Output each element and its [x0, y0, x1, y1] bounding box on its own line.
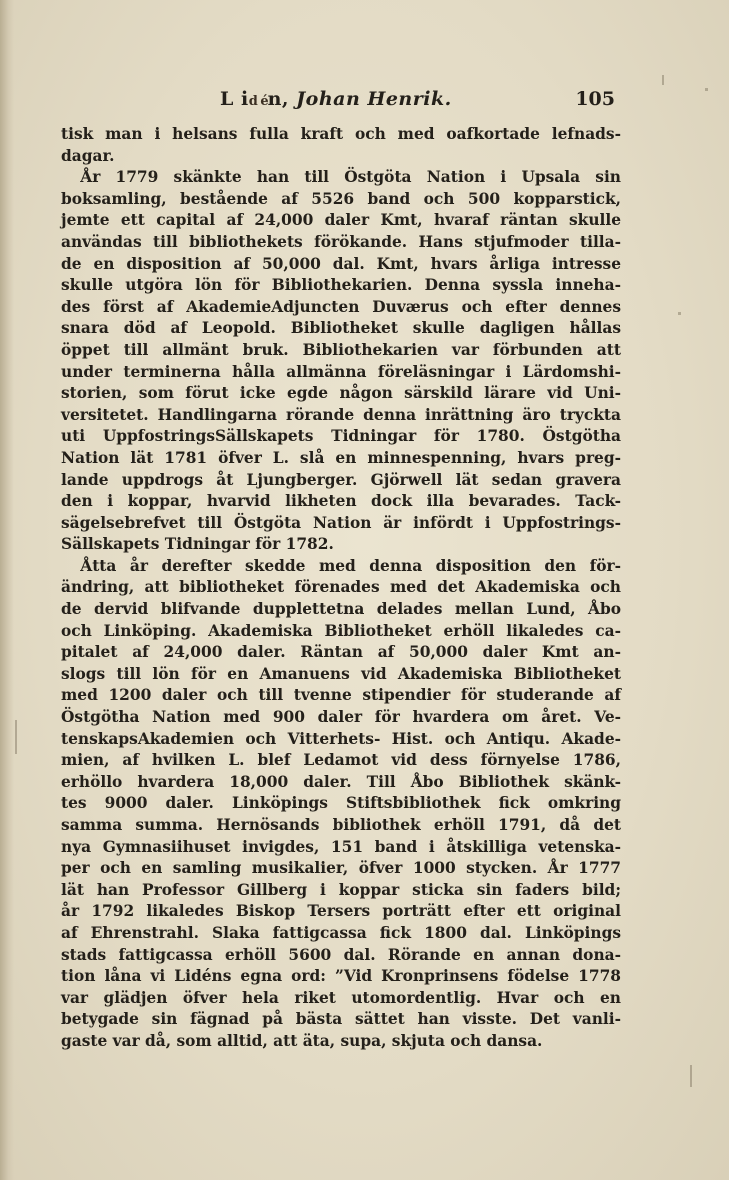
text-line: slogs till lön för en Amanuens vid Akademiska Bibliotheket — [61, 664, 621, 683]
text-line: Sällskapets Tidningar för 1782. — [61, 535, 334, 554]
text-line: betygade sin fägnad på bästa sättet han visste. Det vanli- — [61, 1010, 621, 1029]
running-title — [220, 88, 452, 110]
text-line: uti UppfostringsSällskapets Tidningar för 1780. Östgötha — [61, 427, 621, 446]
paper-speck — [662, 75, 664, 85]
text-line: tenskapsAkademien och Vitterhets- Hist. och Antiqu. Akade- — [61, 729, 621, 748]
paper-speck — [705, 88, 708, 91]
text-line: lande uppdrogs åt Ljungberger. Gjörwell lät sedan gravera — [61, 470, 621, 489]
running-title-surname-start: L i — [220, 88, 249, 110]
text-line: samma summa. Hernösands bibliothek erhöll 1791, då det — [61, 816, 621, 834]
running-title-surname-end: n, — [267, 88, 290, 110]
text-line: ändring, att bibliotheket förenades med det Akademiska och — [61, 578, 621, 597]
text-line: tion låna vi Lidéns egna ord: ”Vid Kronprinsens födelse 1778 — [61, 967, 621, 986]
text-line: af Ehrenstrahl. Slaka fattigcassa fick 1800 dal. Linköpings — [61, 923, 621, 942]
text-line: mien, af hvilken L. blef Ledamot vid dess förnyelse 1786, — [61, 751, 621, 770]
running-title-given-names: Johan Henrik. — [296, 88, 452, 110]
text-line: des först af AkademieAdjuncten Duværus och efter dennes — [61, 297, 621, 316]
paper-speck — [15, 720, 17, 754]
text-line: stads fattigcassa erhöll 5600 dal. Rörande en annan dona- — [61, 945, 621, 964]
page-header — [60, 88, 615, 116]
text-line: användas till bibliothekets förökande. Hans stjufmoder tilla- — [61, 232, 621, 251]
text-line: per och en samling musikalier, öfver 1000 stycken. År 1777 — [61, 859, 621, 878]
text-line: gaste var då, som alltid, att äta, supa, skjuta och dansa. — [61, 1031, 543, 1050]
text-line: sägelsebrefvet till Östgöta Nation är infördt i Uppfostrings- — [61, 513, 621, 532]
text-line: nya Gymnasiihuset invigdes, 151 band i åtskilliga vetenska- — [61, 837, 621, 856]
paper-speck — [678, 312, 681, 315]
text-line: var glädjen öfver hela riket utomordentlig. Hvar och en — [61, 988, 621, 1007]
text-line: de dervid blifvande dupplettetna delades mellan Lund, Åbo — [61, 600, 621, 619]
running-title-ink-smudge: d é — [248, 94, 268, 109]
text-line: tes 9000 daler. Linköpings Stiftsbibliothek fick omkring — [61, 794, 621, 813]
text-line: öppet till allmänt bruk. Bibliothekarien var förbunden att — [61, 340, 621, 359]
text-line: Åtta år derefter skedde med denna disposition den för- — [80, 556, 621, 575]
text-line: dagar. — [61, 146, 115, 165]
text-line: de en disposition af 50,000 dal. Kmt, hvars årliga intresse — [61, 254, 621, 273]
text-line: Östgötha Nation med 900 daler för hvardera om året. Ve- — [61, 708, 621, 727]
page-gutter-shadow — [0, 0, 14, 1180]
page-number: 105 — [575, 88, 615, 110]
text-line: erhöllo hvardera 18,000 daler. Till Åbo Bibliothek skänk- — [61, 772, 621, 791]
text-line: år 1792 likaledes Biskop Tersers porträtt efter ett original — [61, 902, 621, 921]
text-line: storien, som förut icke egde någon särskild lärare vid Uni- — [61, 384, 621, 403]
text-line: snara död af Leopold. Bibliotheket skulle dagligen hållas — [61, 319, 621, 338]
text-line: med 1200 daler och till tvenne stipendier för studerande af — [61, 686, 621, 705]
text-line: pitalet af 24,000 daler. Räntan af 50,000 daler Kmt an- — [61, 643, 621, 662]
text-line: versitetet. Handlingarna rörande denna inrättning äro tryckta — [61, 405, 621, 424]
text-line: och Linköping. Akademiska Bibliotheket erhöll likaledes ca- — [61, 621, 621, 640]
text-line: tisk man i helsans fulla kraft och med oafkortade lefnads- — [61, 125, 621, 143]
text-line: År 1779 skänkte han till Östgöta Nation i Upsala sin — [80, 168, 621, 187]
text-line: skulle utgöra lön för Bibliothekarien. Denna syssla inneha- — [61, 276, 621, 295]
text-line: under terminerna hålla allmänna föreläsningar i Lärdomshi- — [61, 362, 621, 381]
text-line: boksamling, bestående af 5526 band och 500 kopparstick, — [61, 189, 621, 208]
text-line: lät han Professor Gillberg i koppar sticka sin faders bild; — [61, 880, 621, 899]
text-line: den i koppar, hvarvid likheten dock illa bevarades. Tack- — [61, 492, 621, 511]
paper-speck — [690, 1065, 692, 1087]
body-text — [61, 124, 621, 1053]
text-line: jemte ett capital af 24,000 daler Kmt, hvaraf räntan skulle — [61, 211, 621, 230]
text-line: Nation lät 1781 öfver L. slå en minnespenning, hvars preg- — [61, 448, 621, 467]
